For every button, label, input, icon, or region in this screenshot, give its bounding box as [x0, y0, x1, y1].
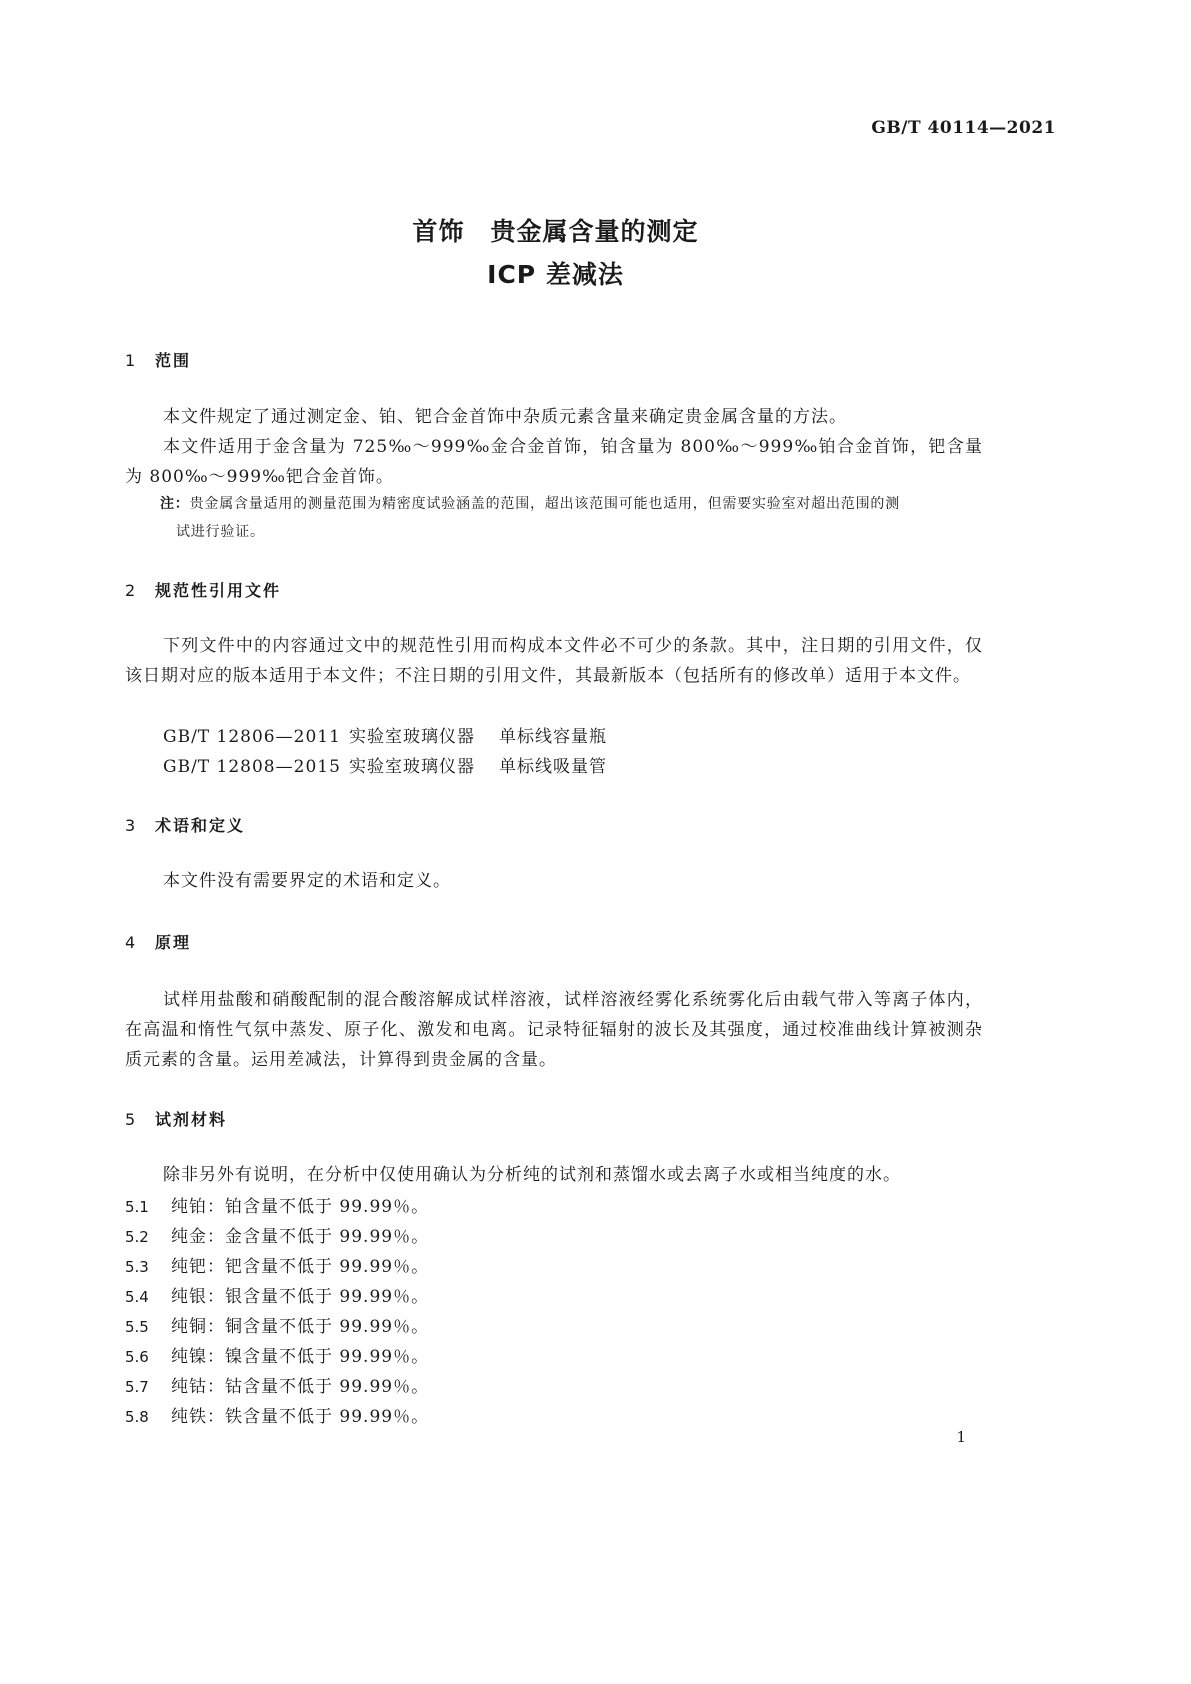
reagents-paragraph: 除非另外有说明，在分析中仅使用确认为分析纯的试剂和蒸馏水或去离子水或相当纯度的水。	[163, 1165, 901, 1185]
section-title: 原理	[155, 933, 192, 952]
section-heading-principle	[125, 930, 191, 953]
item-text: 纯铁：铁含量不低于 99.99％。	[171, 1407, 430, 1427]
reagent-item	[125, 1372, 429, 1397]
item-number: 5.5	[125, 1318, 149, 1336]
reference-subtitle: 单标线容量瓶	[499, 727, 607, 747]
reagent-item	[125, 1312, 429, 1337]
item-text: 纯钴：钴含量不低于 99.99％。	[171, 1377, 430, 1397]
item-text: 纯金：金含量不低于 99.99％。	[171, 1227, 430, 1247]
item-text: 纯银：银含量不低于 99.99％。	[171, 1287, 430, 1307]
section-number: 5	[125, 1110, 138, 1129]
section-heading-scope	[125, 348, 191, 371]
reagent-item	[125, 1192, 429, 1217]
terms-paragraph: 本文件没有需要界定的术语和定义。	[163, 871, 451, 891]
reference-title: 实验室玻璃仪器	[349, 727, 475, 747]
scope-note	[160, 490, 983, 546]
section-heading-reagents	[125, 1107, 227, 1130]
item-text: 纯铜：铜含量不低于 99.99％。	[171, 1317, 430, 1337]
reference-item	[163, 722, 607, 747]
reference-code: GB/T 12806—2011	[163, 727, 341, 747]
standard-number: GB/T 40114—2021	[871, 118, 1056, 138]
document-title: 首饰 贵金属含量的测定	[412, 217, 699, 246]
item-text: 纯铂：铂含量不低于 99.99％。	[171, 1197, 430, 1217]
section-number: 4	[125, 933, 138, 952]
reagent-item	[125, 1222, 429, 1247]
item-number: 5.1	[125, 1198, 149, 1216]
section-title: 规范性引用文件	[155, 581, 282, 600]
reference-item	[163, 752, 607, 777]
reagent-item	[125, 1402, 429, 1427]
reference-subtitle: 单标线吸量管	[499, 757, 607, 777]
note-label: 注：	[160, 496, 190, 512]
reference-code: GB/T 12808—2015	[163, 757, 341, 777]
document-subtitle: ICP 差减法	[487, 260, 624, 289]
item-number: 5.8	[125, 1408, 149, 1426]
section-heading-normative-references	[125, 578, 281, 601]
note-text: 贵金属含量适用的测量范围为精密度试验涵盖的范围，超出该范围可能也适用，但需要实验室对超出范围的测	[189, 496, 901, 512]
item-number: 5.2	[125, 1228, 149, 1246]
scope-paragraph-2: 本文件适用于金含量为 725‰～999‰金合金首饰，铂含量为 800‰～999‰铂合金首饰，钯含量为 800‰～999‰钯合金首饰。	[125, 437, 983, 487]
scope-paragraph-1: 本文件规定了通过测定金、铂、钯合金首饰中杂质元素含量来确定贵金属含量的方法。	[163, 407, 847, 427]
item-text: 纯钯：钯含量不低于 99.99％。	[171, 1257, 430, 1277]
section-number: 1	[125, 351, 138, 370]
section-title: 试剂材料	[155, 1110, 228, 1129]
item-number: 5.7	[125, 1378, 149, 1396]
section-title: 范围	[155, 351, 192, 370]
reagent-item	[125, 1252, 429, 1277]
item-text: 纯镍：镍含量不低于 99.99％。	[171, 1347, 430, 1367]
section-number: 2	[125, 581, 138, 600]
item-number: 5.3	[125, 1258, 149, 1276]
section-number: 3	[125, 816, 138, 835]
page-number: 1	[956, 1428, 966, 1446]
reference-title: 实验室玻璃仪器	[349, 757, 475, 777]
item-number: 5.4	[125, 1288, 149, 1306]
section-title: 术语和定义	[155, 816, 246, 835]
principle-paragraph: 试样用盐酸和硝酸配制的混合酸溶解成试样溶液，试样溶液经雾化系统雾化后由载气带入等离子体内，在高温和惰性气氛中蒸发、原子化、激发和电离。记录特征辐射的波长及其强度，通过校准曲线计算被测杂质元素的含量。运用差减法，计算得到贵金属的含量。	[125, 990, 983, 1070]
reagent-item	[125, 1282, 429, 1307]
references-paragraph: 下列文件中的内容通过文中的规范性引用而构成本文件必不可少的条款。其中，注日期的引用文件，仅该日期对应的版本适用于本文件；不注日期的引用文件，其最新版本（包括所有的修改单）适用于本文件。	[125, 636, 983, 686]
reagent-item	[125, 1342, 429, 1367]
item-number: 5.6	[125, 1348, 149, 1366]
note-text-continued: 试进行验证。	[176, 524, 265, 540]
section-heading-terms	[125, 813, 245, 836]
